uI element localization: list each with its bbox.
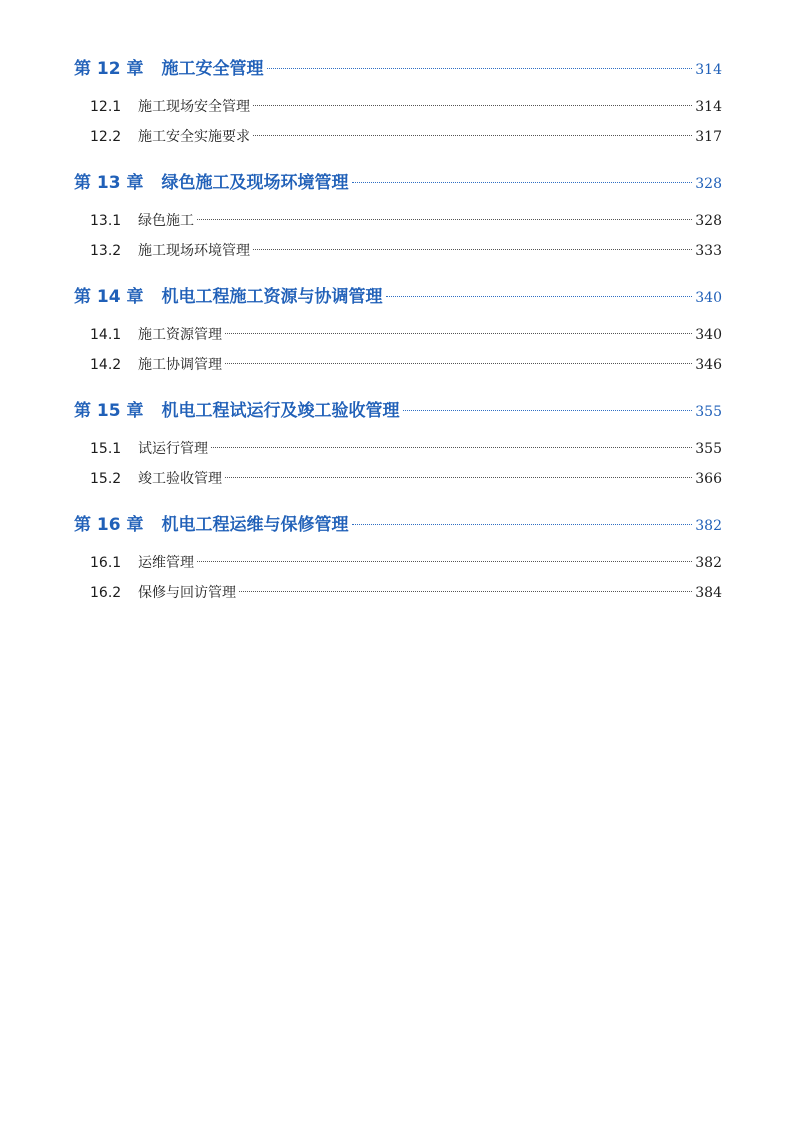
section-list bbox=[74, 206, 722, 266]
section-entry-15-2[interactable] bbox=[74, 464, 722, 494]
section-page-number: 355 bbox=[695, 441, 722, 457]
dot-leader bbox=[225, 363, 692, 364]
chapter-number: 第 12 章 bbox=[74, 59, 144, 79]
dot-leader bbox=[386, 296, 693, 297]
section-number: 12.2 bbox=[90, 129, 122, 145]
section-title: 竣工验收管理 bbox=[138, 471, 222, 487]
section-number: 16.1 bbox=[90, 555, 122, 571]
section-title: 施工现场环境管理 bbox=[138, 243, 250, 259]
toc-chapter bbox=[74, 166, 722, 266]
dot-leader bbox=[211, 447, 692, 448]
section-title: 施工安全实施要求 bbox=[138, 129, 250, 145]
dot-leader bbox=[352, 182, 693, 183]
toc-chapter bbox=[74, 394, 722, 494]
section-number: 16.2 bbox=[90, 585, 122, 601]
chapter-page-number: 355 bbox=[695, 404, 722, 420]
section-entry-13-2[interactable] bbox=[74, 236, 722, 266]
section-title: 施工现场安全管理 bbox=[138, 99, 250, 115]
section-number: 15.2 bbox=[90, 471, 122, 487]
chapter-title: 绿色施工及现场环境管理 bbox=[161, 173, 349, 193]
section-number: 15.1 bbox=[90, 441, 122, 457]
chapter-entry-16[interactable] bbox=[74, 508, 722, 542]
chapter-page-number: 314 bbox=[695, 62, 722, 78]
dot-leader bbox=[403, 410, 693, 411]
dot-leader bbox=[197, 219, 692, 220]
section-title: 保修与回访管理 bbox=[138, 585, 236, 601]
section-page-number: 346 bbox=[695, 357, 722, 373]
dot-leader bbox=[253, 249, 692, 250]
chapter-page-number: 382 bbox=[695, 518, 722, 534]
section-page-number: 317 bbox=[695, 129, 722, 145]
section-entry-16-2[interactable] bbox=[74, 578, 722, 608]
chapter-number: 第 16 章 bbox=[74, 515, 144, 535]
section-entry-12-1[interactable] bbox=[74, 92, 722, 122]
section-entry-16-1[interactable] bbox=[74, 548, 722, 578]
section-page-number: 382 bbox=[695, 555, 722, 571]
section-entry-14-1[interactable] bbox=[74, 320, 722, 350]
chapter-number: 第 14 章 bbox=[74, 287, 144, 307]
chapter-entry-12[interactable] bbox=[74, 52, 722, 86]
section-title: 试运行管理 bbox=[138, 441, 208, 457]
chapter-title: 机电工程试运行及竣工验收管理 bbox=[161, 401, 400, 421]
dot-leader bbox=[239, 591, 692, 592]
dot-leader bbox=[253, 135, 692, 136]
dot-leader bbox=[267, 68, 693, 69]
section-entry-13-1[interactable] bbox=[74, 206, 722, 236]
section-number: 14.1 bbox=[90, 327, 122, 343]
chapter-number: 第 15 章 bbox=[74, 401, 144, 421]
section-entry-15-1[interactable] bbox=[74, 434, 722, 464]
section-page-number: 333 bbox=[695, 243, 722, 259]
chapter-entry-15[interactable] bbox=[74, 394, 722, 428]
dot-leader bbox=[225, 333, 692, 334]
chapter-entry-14[interactable] bbox=[74, 280, 722, 314]
section-page-number: 314 bbox=[695, 99, 722, 115]
section-entry-14-2[interactable] bbox=[74, 350, 722, 380]
chapter-title: 施工安全管理 bbox=[161, 59, 264, 79]
table-of-contents bbox=[74, 52, 722, 622]
section-number: 13.1 bbox=[90, 213, 122, 229]
section-number: 14.2 bbox=[90, 357, 122, 373]
section-list bbox=[74, 320, 722, 380]
chapter-title: 机电工程运维与保修管理 bbox=[161, 515, 349, 535]
chapter-page-number: 328 bbox=[695, 176, 722, 192]
section-page-number: 366 bbox=[695, 471, 722, 487]
section-list bbox=[74, 548, 722, 608]
dot-leader bbox=[197, 561, 692, 562]
section-list bbox=[74, 92, 722, 152]
chapter-number: 第 13 章 bbox=[74, 173, 144, 193]
section-number: 13.2 bbox=[90, 243, 122, 259]
chapter-page-number: 340 bbox=[695, 290, 722, 306]
section-number: 12.1 bbox=[90, 99, 122, 115]
section-page-number: 340 bbox=[695, 327, 722, 343]
section-title: 运维管理 bbox=[138, 555, 194, 571]
section-page-number: 384 bbox=[695, 585, 722, 601]
toc-chapter bbox=[74, 508, 722, 608]
dot-leader bbox=[352, 524, 693, 525]
section-entry-12-2[interactable] bbox=[74, 122, 722, 152]
section-title: 绿色施工 bbox=[138, 213, 194, 229]
section-title: 施工协调管理 bbox=[138, 357, 222, 373]
section-title: 施工资源管理 bbox=[138, 327, 222, 343]
toc-chapter bbox=[74, 52, 722, 152]
chapter-entry-13[interactable] bbox=[74, 166, 722, 200]
section-page-number: 328 bbox=[695, 213, 722, 229]
chapter-title: 机电工程施工资源与协调管理 bbox=[161, 287, 383, 307]
dot-leader bbox=[225, 477, 692, 478]
dot-leader bbox=[253, 105, 692, 106]
toc-chapter bbox=[74, 280, 722, 380]
section-list bbox=[74, 434, 722, 494]
